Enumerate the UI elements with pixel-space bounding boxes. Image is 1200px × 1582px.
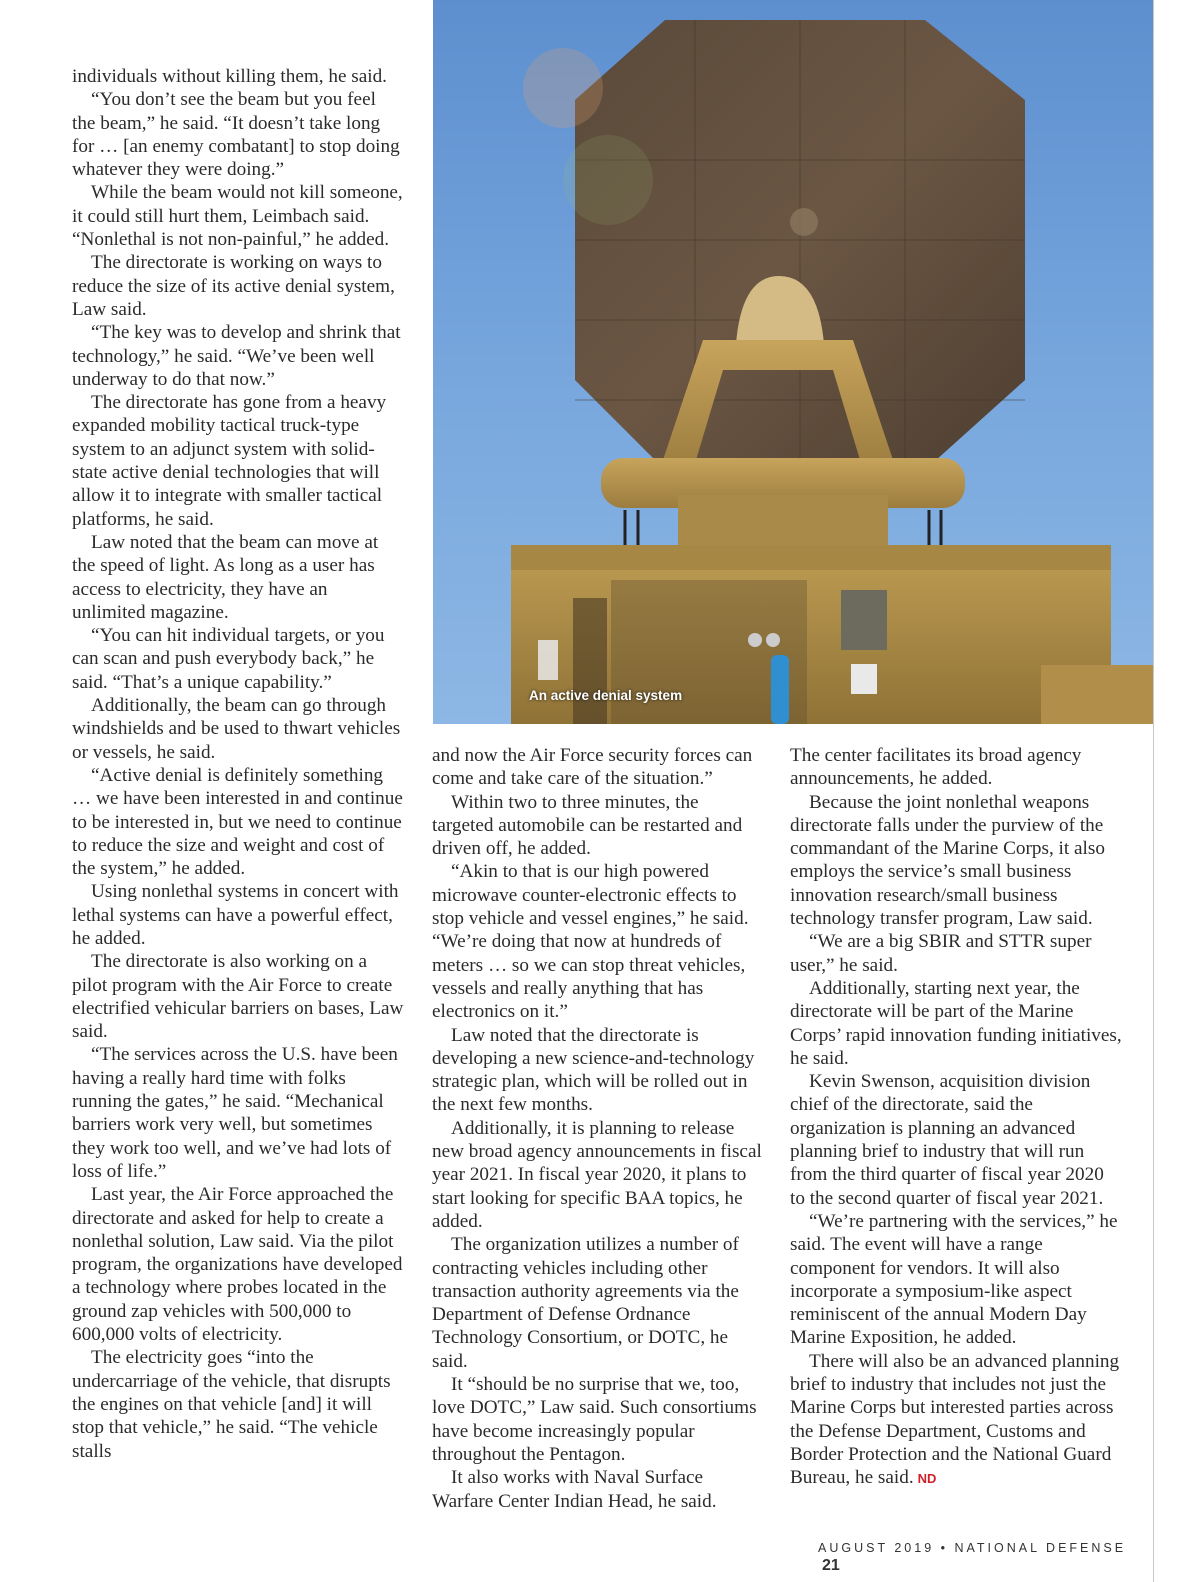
paragraph: “Active denial is definitely something … we have been interested in and continue to be interested in, but we need to continue to reduce the size and weight and cost of the system,” he added. xyxy=(72,764,403,880)
paragraph: “We’re partnering with the services,” he said. The event will have a range component for vendors. It will also incorporate a symposium-like aspect reminiscent of the annual Modern Day Marine Exposition, he added. xyxy=(790,1210,1118,1349)
paragraph: While the beam would not kill someone, it could still hurt them, Leimbach said. “Nonlethal is not non-painful,” he added. xyxy=(72,182,403,251)
paragraph: Because the joint nonlethal weapons directorate falls under the purview of the commandant of the Marine Corps, it also employs the service’s small business innovation research/small business technology transfer program, Law said. xyxy=(790,791,1105,930)
article-column-2 xyxy=(432,744,764,1513)
paragraph: “You can hit individual targets, or you can scan and push everybody back,” he said. “That’s a unique capability.” xyxy=(72,625,385,693)
paragraph: The directorate has gone from a heavy expanded mobility tactical truck-type system to an adjunct system with solid-state active denial technologies that will allow it to integrate with smaller tactical platforms, he said. xyxy=(72,392,387,530)
article-column-3 xyxy=(790,744,1122,1491)
paragraph: It also works with Naval Surface Warfare Center Indian Head, he said. xyxy=(432,1467,717,1512)
end-mark: ND xyxy=(917,1471,937,1487)
footer-issue-label: AUGUST 2019 • NATIONAL DEFENSE xyxy=(818,1541,1127,1555)
page-edge-rule xyxy=(1153,0,1154,1582)
paragraph: Within two to three minutes, the targeted automobile can be restarted and driven off, he added. xyxy=(432,791,743,860)
paragraph: “The key was to develop and shrink that technology,” he said. “We’ve been well underway to do that now.” xyxy=(72,322,401,390)
paragraph: and now the Air Force security forces can come and take care of the situation.” xyxy=(432,745,753,790)
paragraph: individuals without killing them, he said. xyxy=(72,66,387,87)
paragraph: The electricity goes “into the undercarriage of the vehicle, that disrupts the engines on that vehicle [and] it will stop that vehicle,” he said. “The vehicle stalls xyxy=(72,1347,391,1462)
page-footer xyxy=(818,1539,1128,1575)
paragraph: “The services across the U.S. have been having a really hard time with folks running the gates,” he said. “Mechanical barriers work very well, but sometimes they work too well, and we’ve had lots of loss of life.” xyxy=(72,1044,398,1182)
article-photo xyxy=(433,0,1153,724)
paragraph: There will also be an advanced planning brief to industry that includes not just the Marine Corps but interested parties across the Defense Department, Customs and Border Protection and the National Guard Bureau, he said. ND xyxy=(790,1350,1120,1489)
paragraph: Additionally, starting next year, the directorate will be part of the Marine Corps’ rapid innovation funding initiatives, he said. xyxy=(790,977,1122,1069)
photo-caption: An active denial system xyxy=(529,688,683,703)
paragraph: The directorate is also working on a pilot program with the Air Force to create electrified vehicular barriers on bases, Law said. xyxy=(72,951,404,1043)
paragraph: It “should be no surprise that we, too, love DOTC,” Law said. Such consortiums have become increasingly popular throughout the Pentagon. xyxy=(432,1374,757,1465)
paragraph: Last year, the Air Force approached the directorate and asked for help to create a nonlethal solution, Law said. Via the pilot program, the organizations have developed a technology where probes located in the ground zap vehicles with 500,000 to 600,000 volts of electricity. xyxy=(72,1184,403,1346)
paragraph: Additionally, the beam can go through windshields and be used to thwart vehicles or vessels, he said. xyxy=(72,695,401,763)
paragraph: Law noted that the directorate is developing a new science-and-technology strategic plan, which will be rolled out in the next few months. xyxy=(432,1024,755,1116)
paragraph: Law noted that the beam can move at the speed of light. As long as a user has access to electricity, they have an unlimited magazine. xyxy=(72,531,379,623)
active-denial-system-illustration xyxy=(433,0,1153,724)
paragraph: The center facilitates its broad agency announcements, he added. xyxy=(790,745,1082,790)
paragraph: Kevin Swenson, acquisition division chief of the directorate, said the organization is planning an advanced planning brief to industry that will run from the third quarter of fiscal year 2020 to the second quarter of fiscal year 2021. xyxy=(790,1071,1104,1209)
paragraph: The organization utilizes a number of contracting vehicles including other transaction authority agreements via the Department of Defense Ordnance Technology Consortium, or DOTC, he said. xyxy=(432,1234,739,1372)
paragraph: “Akin to that is our high powered microwave counter-electronic effects to stop vehicle and vessel engines,” he said. “We’re doing that now at hundreds of meters … so we can stop threat vehicles, vessels and really anything that has electronics on it.” xyxy=(432,861,749,1023)
paragraph: The directorate is working on ways to reduce the size of its active denial system, Law said. xyxy=(72,252,395,320)
page-number: 21 xyxy=(822,1557,840,1574)
paragraph: Using nonlethal systems in concert with lethal systems can have a powerful effect, he added. xyxy=(72,881,399,949)
paragraph: Additionally, it is planning to release new broad agency announcements in fiscal year 2021. In fiscal year 2020, it plans to start looking for specific BAA topics, he added. xyxy=(432,1117,762,1232)
article-column-1 xyxy=(72,65,404,1463)
paragraph: “We are a big SBIR and STTR super user,” he said. xyxy=(790,931,1092,976)
paragraph: “You don’t see the beam but you feel the beam,” he said. “It doesn’t take long for … [an enemy combatant] to stop doing whatever they were doing.” xyxy=(72,89,400,181)
